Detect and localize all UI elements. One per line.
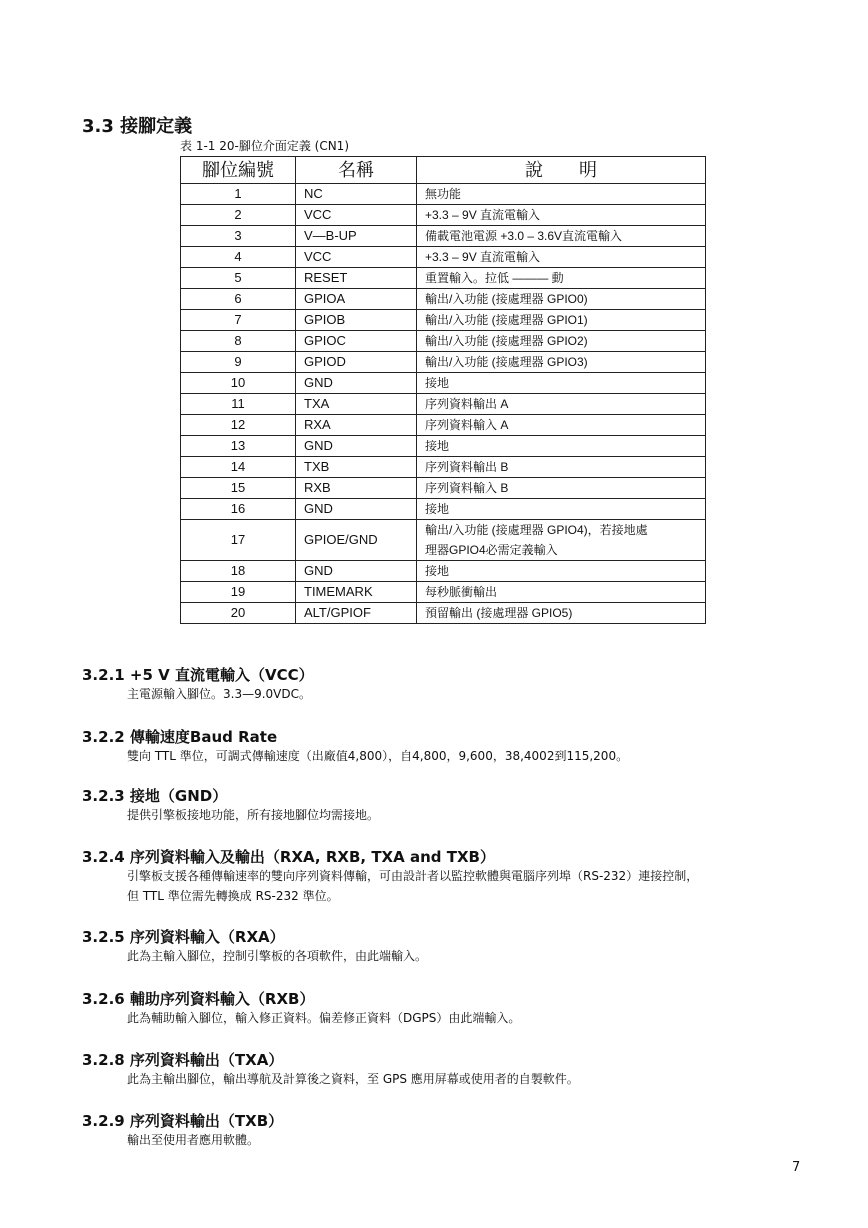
pin-number-cell: 16 bbox=[181, 499, 296, 520]
description-line: 序列資料輸出 A bbox=[425, 397, 509, 411]
table-row bbox=[181, 394, 706, 415]
subsection-body bbox=[127, 1069, 817, 1089]
table-row bbox=[181, 352, 706, 373]
description-line: 輸出/入功能 (接處理器 GPIO2) bbox=[425, 334, 588, 348]
table-row bbox=[181, 478, 706, 499]
table-row bbox=[181, 310, 706, 331]
subsection-title: 3.2.1 +5 V 直流電輸入（VCC） bbox=[82, 666, 314, 684]
pin-number-cell: 12 bbox=[181, 415, 296, 436]
description-line: 接地 bbox=[425, 564, 450, 578]
pin-number-cell: 17 bbox=[181, 520, 296, 561]
pin-number-cell: 5 bbox=[181, 268, 296, 289]
pin-name-cell: RXB bbox=[296, 478, 417, 499]
pin-name-cell: GPIOB bbox=[296, 310, 417, 331]
table-row bbox=[181, 289, 706, 310]
pin-number-cell: 14 bbox=[181, 457, 296, 478]
description-line: 重置輸入。拉低 ——— 動 bbox=[425, 271, 564, 285]
body-line: 此為輔助輸入腳位，輸入修正資料。偏差修正資料（DGPS）由此端輸入。 bbox=[127, 1011, 521, 1025]
table-row bbox=[181, 331, 706, 352]
description-line: 序列資料輸入 B bbox=[425, 481, 509, 495]
page-number: 7 bbox=[792, 1160, 801, 1175]
pin-description-cell bbox=[417, 331, 706, 352]
pin-name-cell: TXA bbox=[296, 394, 417, 415]
subsection-body bbox=[127, 684, 817, 704]
pin-description-cell bbox=[417, 310, 706, 331]
pin-name-cell: GND bbox=[296, 561, 417, 582]
table-row bbox=[181, 184, 706, 205]
table-row bbox=[181, 268, 706, 289]
table-row bbox=[181, 457, 706, 478]
pin-definition-table bbox=[180, 156, 706, 624]
pin-description-cell bbox=[417, 247, 706, 268]
description-line: 接地 bbox=[425, 502, 450, 516]
table-caption: 表 1-1 20-腳位介面定義 (CN1) bbox=[180, 139, 349, 153]
header-description: 說 明 bbox=[417, 157, 706, 184]
table-row bbox=[181, 561, 706, 582]
pin-name-cell: VCC bbox=[296, 247, 417, 268]
body-line: 輸出至使用者應用軟體。 bbox=[127, 1133, 260, 1147]
description-line: 輸出/入功能 (接處理器 GPIO0) bbox=[425, 292, 588, 306]
pin-name-cell: GND bbox=[296, 373, 417, 394]
pin-name-cell: NC bbox=[296, 184, 417, 205]
description-line: +3.3 – 9V 直流電輸入 bbox=[425, 208, 541, 222]
pin-description-cell bbox=[417, 352, 706, 373]
description-line: 輸出/入功能 (接處理器 GPIO4)，若接地處 bbox=[425, 523, 648, 537]
pin-description-cell bbox=[417, 603, 706, 624]
pin-name-cell: RXA bbox=[296, 415, 417, 436]
pin-name-cell: GND bbox=[296, 499, 417, 520]
pin-description-cell bbox=[417, 520, 706, 561]
description-line: 序列資料輸出 B bbox=[425, 460, 509, 474]
pin-description-cell bbox=[417, 268, 706, 289]
pin-description-cell bbox=[417, 499, 706, 520]
pin-name-cell: GND bbox=[296, 436, 417, 457]
body-line: 此為主輸入腳位，控制引擎板的各項軟件，由此端輸入。 bbox=[127, 949, 428, 963]
header-name: 名稱 bbox=[296, 157, 417, 184]
description-line: 預留輸出 (接處理器 GPIO5) bbox=[425, 606, 573, 620]
pin-number-cell: 19 bbox=[181, 582, 296, 603]
subsection-title: 3.2.8 序列資料輸出（TXA） bbox=[82, 1051, 284, 1069]
pin-name-cell: GPIOA bbox=[296, 289, 417, 310]
pin-number-cell: 2 bbox=[181, 205, 296, 226]
pin-description-cell bbox=[417, 457, 706, 478]
body-line: 主電源輸入腳位。3.3—9.0VDC。 bbox=[127, 687, 311, 701]
table-row bbox=[181, 603, 706, 624]
subsection-body bbox=[127, 1130, 817, 1150]
pin-description-cell bbox=[417, 415, 706, 436]
pin-name-cell: V—B-UP bbox=[296, 226, 417, 247]
description-line: 備載電池電源 +3.0 – 3.6V直流電輸入 bbox=[425, 229, 623, 243]
description-line: +3.3 – 9V 直流電輸入 bbox=[425, 250, 541, 264]
subsection-body bbox=[127, 1008, 817, 1028]
pin-name-cell: ALT/GPIOF bbox=[296, 603, 417, 624]
table-row bbox=[181, 373, 706, 394]
pin-number-cell: 9 bbox=[181, 352, 296, 373]
pin-name-cell: GPIOD bbox=[296, 352, 417, 373]
pin-description-cell bbox=[417, 478, 706, 499]
table-row bbox=[181, 520, 706, 561]
pin-description-cell bbox=[417, 289, 706, 310]
pin-name-cell: TIMEMARK bbox=[296, 582, 417, 603]
pin-description-cell bbox=[417, 561, 706, 582]
pin-number-cell: 15 bbox=[181, 478, 296, 499]
subsection-title: 3.2.9 序列資料輸出（TXB） bbox=[82, 1112, 284, 1130]
pin-name-cell: GPIOC bbox=[296, 331, 417, 352]
pin-description-cell bbox=[417, 373, 706, 394]
description-line: 無功能 bbox=[425, 187, 462, 201]
section-heading: 3.3 接腳定義 bbox=[82, 116, 193, 137]
pin-number-cell: 13 bbox=[181, 436, 296, 457]
subsection-title: 3.2.2 傳輸速度Baud Rate bbox=[82, 728, 278, 746]
subsection-body bbox=[127, 746, 817, 766]
pin-number-cell: 6 bbox=[181, 289, 296, 310]
pin-description-cell bbox=[417, 436, 706, 457]
subsection-body bbox=[127, 866, 817, 906]
description-line: 每秒脈衝輸出 bbox=[425, 585, 498, 599]
table-row bbox=[181, 205, 706, 226]
body-line: 此為主輸出腳位，輸出導航及計算後之資料，至 GPS 應用屏幕或使用者的自製軟件。 bbox=[127, 1072, 579, 1086]
table-row bbox=[181, 436, 706, 457]
pin-name-cell: GPIOE/GND bbox=[296, 520, 417, 561]
table-row bbox=[181, 415, 706, 436]
pin-number-cell: 8 bbox=[181, 331, 296, 352]
pin-description-cell bbox=[417, 184, 706, 205]
description-line: 接地 bbox=[425, 376, 450, 390]
description-line: 接地 bbox=[425, 439, 450, 453]
subsection-title: 3.2.5 序列資料輸入（RXA） bbox=[82, 928, 285, 946]
table-row bbox=[181, 247, 706, 268]
pin-description-cell bbox=[417, 394, 706, 415]
table-row bbox=[181, 582, 706, 603]
pin-name-cell: VCC bbox=[296, 205, 417, 226]
pin-number-cell: 18 bbox=[181, 561, 296, 582]
description-line: 輸出/入功能 (接處理器 GPIO1) bbox=[425, 313, 588, 327]
pin-description-cell bbox=[417, 582, 706, 603]
subsection-body bbox=[127, 805, 817, 825]
table-row bbox=[181, 226, 706, 247]
pin-number-cell: 20 bbox=[181, 603, 296, 624]
pin-number-cell: 10 bbox=[181, 373, 296, 394]
body-line: 雙向 TTL 準位，可調式傳輸速度（出廠值4,800），自4,800，9,600，38,4002到115,200。 bbox=[127, 749, 629, 763]
subsection-title: 3.2.6 輔助序列資料輸入（RXB） bbox=[82, 990, 315, 1008]
description-line: 理器GPIO4必需定義輸入 bbox=[425, 543, 558, 557]
pin-number-cell: 1 bbox=[181, 184, 296, 205]
subsection-title: 3.2.4 序列資料輸入及輸出（RXA, RXB, TXA and TXB） bbox=[82, 848, 495, 866]
subsection-body bbox=[127, 946, 817, 966]
description-line: 輸出/入功能 (接處理器 GPIO3) bbox=[425, 355, 588, 369]
pin-description-cell bbox=[417, 205, 706, 226]
pin-number-cell: 4 bbox=[181, 247, 296, 268]
pin-name-cell: TXB bbox=[296, 457, 417, 478]
table-row bbox=[181, 499, 706, 520]
subsection-title: 3.2.3 接地（GND） bbox=[82, 787, 228, 805]
table-header-row bbox=[181, 157, 706, 184]
description-line: 序列資料輸入 A bbox=[425, 418, 509, 432]
pin-number-cell: 7 bbox=[181, 310, 296, 331]
pin-description-cell bbox=[417, 226, 706, 247]
pin-number-cell: 3 bbox=[181, 226, 296, 247]
header-pin-number: 腳位編號 bbox=[181, 157, 296, 184]
body-line: 引擎板支援各種傳輸速率的雙向序列資料傳輸，可由設計者以監控軟體與電腦序列埠（RS-232）連接控制， bbox=[127, 869, 699, 883]
pin-number-cell: 11 bbox=[181, 394, 296, 415]
body-line: 提供引擎板接地功能，所有接地腳位均需接地。 bbox=[127, 808, 380, 822]
pin-name-cell: RESET bbox=[296, 268, 417, 289]
body-line: 但 TTL 準位需先轉換成 RS-232 準位。 bbox=[127, 889, 339, 903]
